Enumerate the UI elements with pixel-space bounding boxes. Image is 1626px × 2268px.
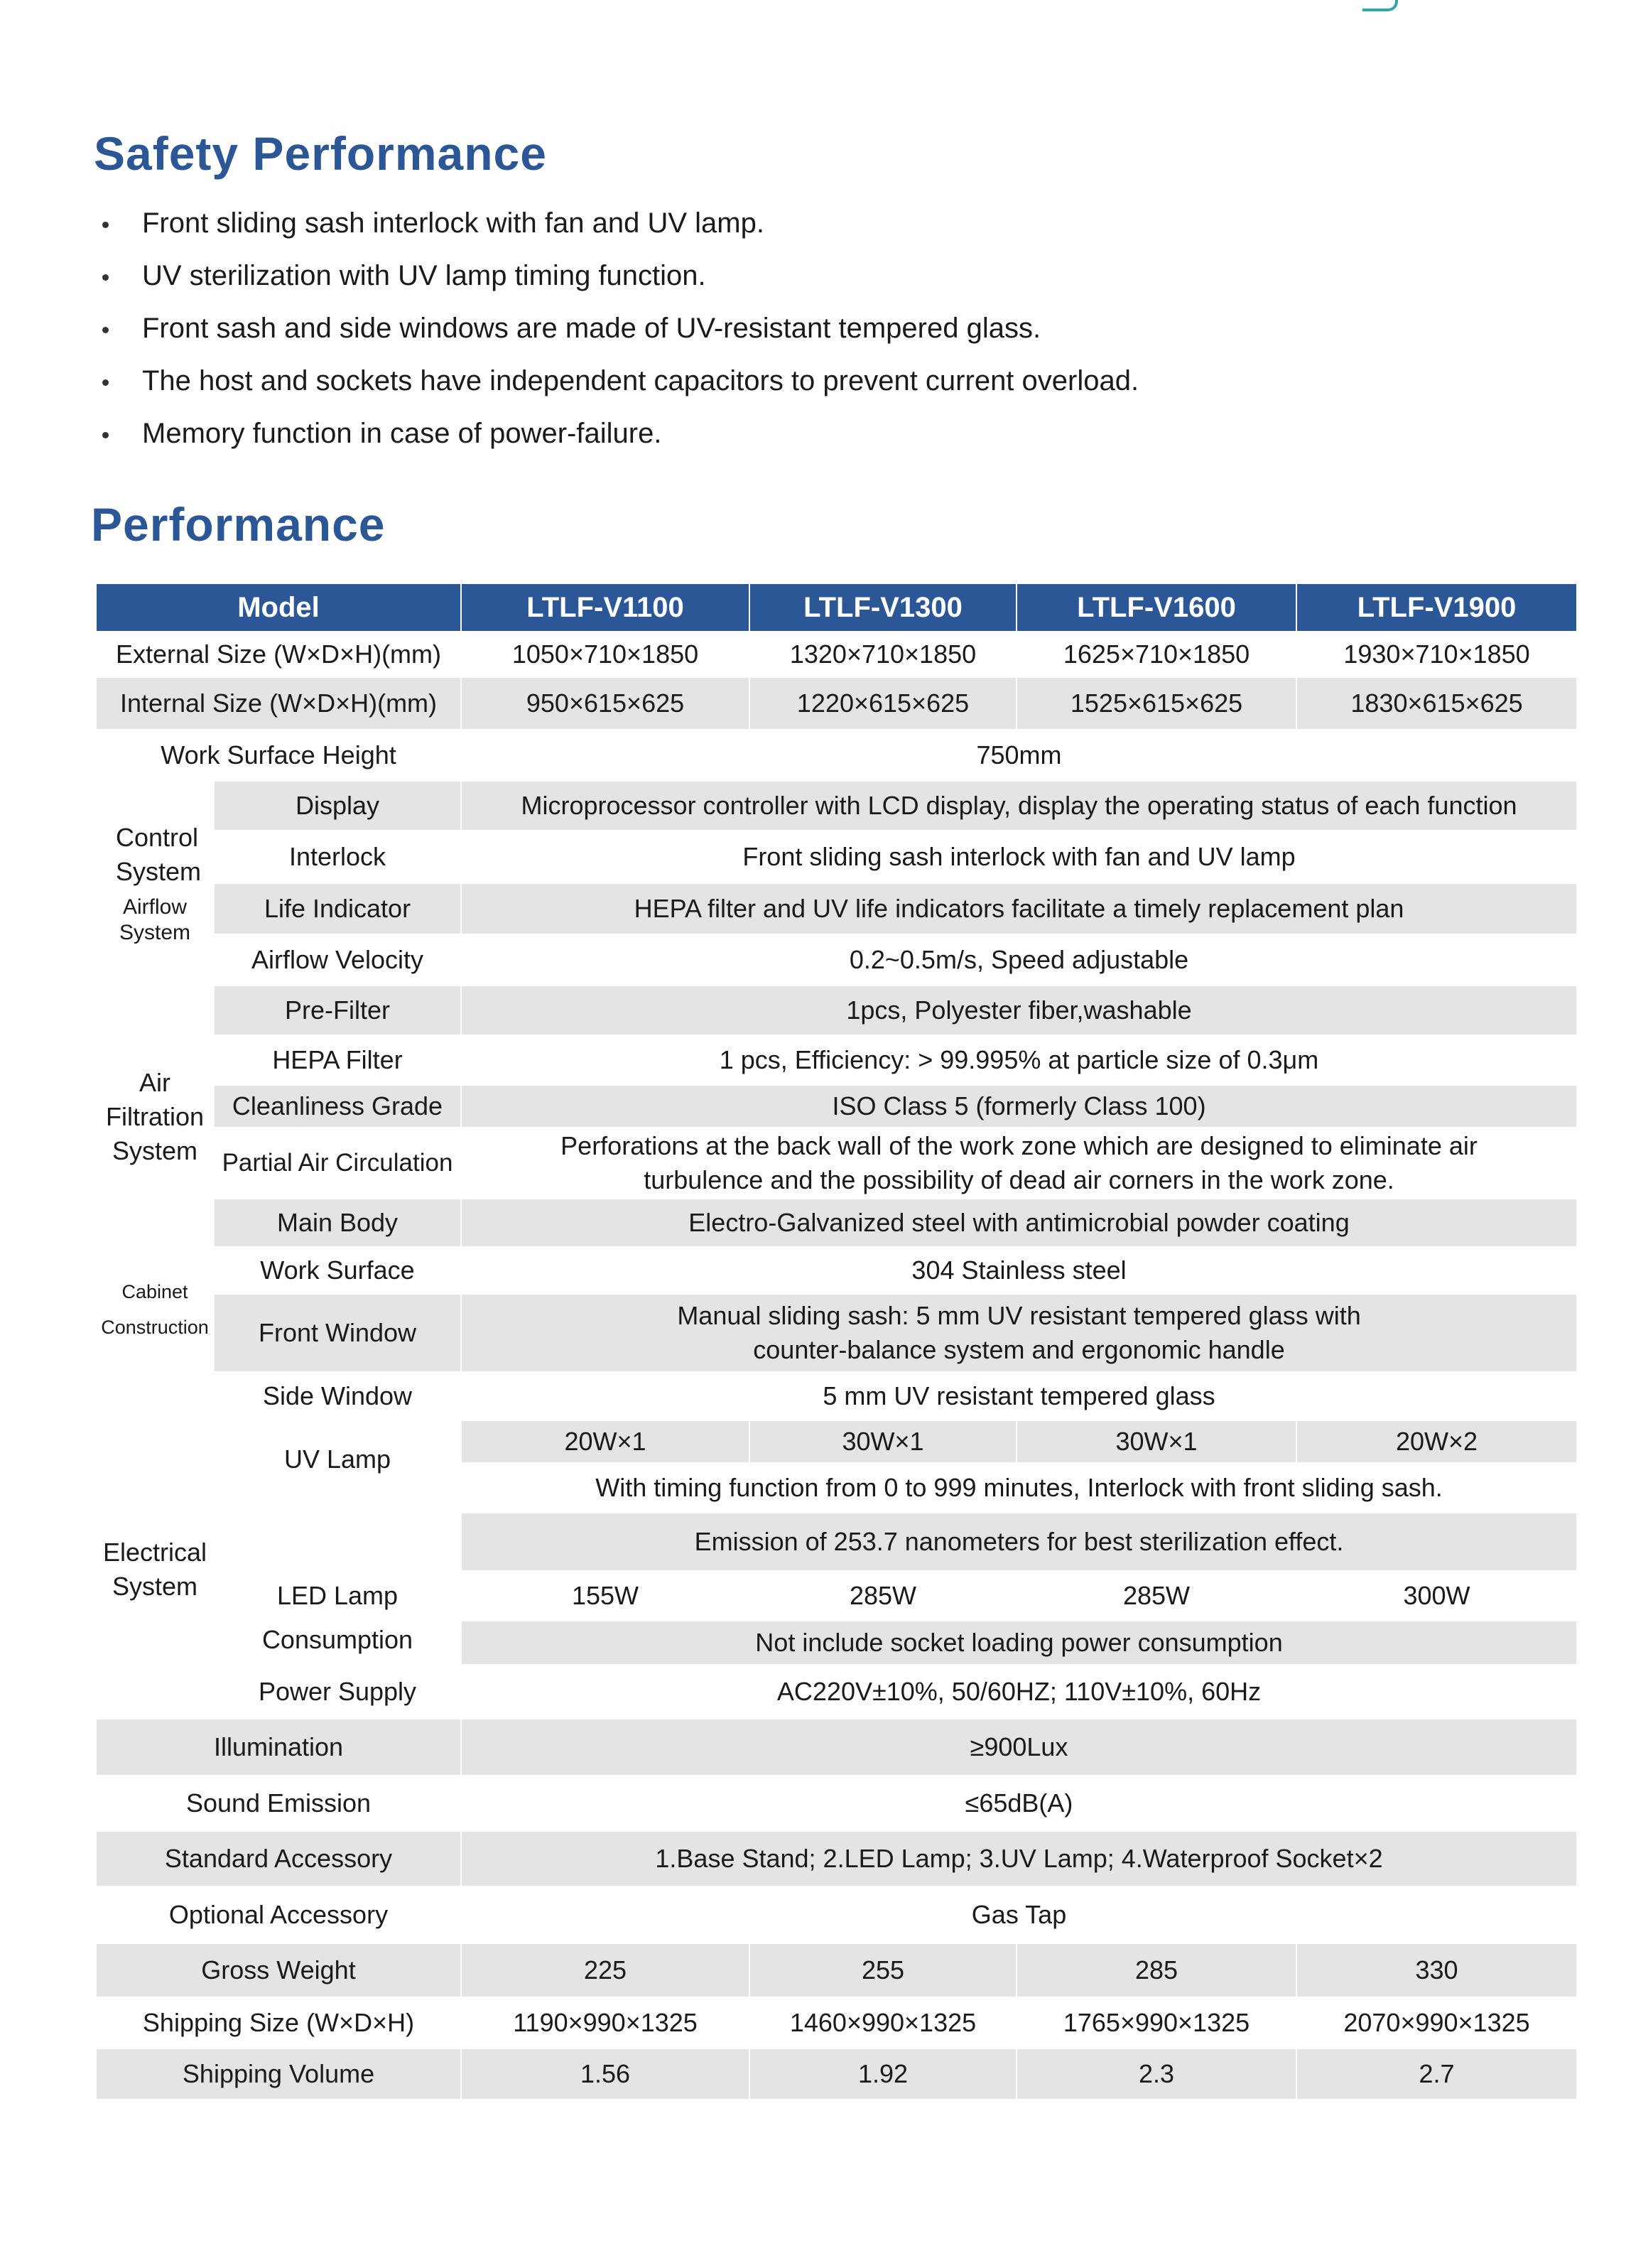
performance-title: Performance	[91, 498, 386, 551]
table-cell: 330	[1296, 1943, 1577, 1997]
table-cell: 20W×2	[1296, 1420, 1577, 1463]
row-label: Interlock	[214, 831, 461, 883]
bullet-icon	[102, 222, 109, 228]
table-cell: 255	[749, 1943, 1017, 1997]
table-cell: 30W×1	[1017, 1420, 1296, 1463]
table-cell: 1220×615×625	[749, 677, 1017, 730]
table-cell: 1.56	[461, 2048, 749, 2100]
table-cell: 1320×710×1850	[749, 632, 1017, 677]
row-label: Optional Accessory	[96, 1886, 461, 1943]
row-label: Standard Accessory	[96, 1831, 461, 1886]
table-row	[96, 1199, 1577, 1247]
model-ltlf-v1600: LTLF-V1600	[1017, 583, 1296, 632]
table-cell: 1525×615×625	[1017, 677, 1296, 730]
table-cell: 285	[1017, 1943, 1296, 1997]
table-cell: 750mm	[461, 730, 1577, 781]
table-row	[96, 1294, 1577, 1372]
control-airflow-group-label: Control System Airflow System	[96, 781, 214, 986]
table-cell: 225	[461, 1943, 749, 1997]
model-ltlf-v1100: LTLF-V1100	[461, 583, 749, 632]
row-label: Life Indicator	[214, 883, 461, 934]
table-cell: 285W	[749, 1571, 1017, 1621]
table-row	[96, 1665, 1577, 1719]
table-cell: ≤65dB(A)	[461, 1776, 1577, 1831]
table-cell: 1.Base Stand; 2.LED Lamp; 3.UV Lamp; 4.Waterproof Socket×2	[461, 1831, 1577, 1886]
table-row	[96, 1247, 1577, 1294]
table-cell: 1930×710×1850	[1296, 632, 1577, 677]
table-row	[96, 632, 1577, 677]
model-ltlf-v1300: LTLF-V1300	[749, 583, 1017, 632]
table-cell: 2.3	[1017, 2048, 1296, 2100]
list-item: UV sterilization with UV lamp timing function.	[99, 254, 1139, 307]
table-row	[96, 1035, 1577, 1085]
table-row	[96, 1776, 1577, 1831]
row-label: Pre-Filter	[214, 986, 461, 1035]
row-label: Sound Emission	[96, 1776, 461, 1831]
row-label: External Size (W×D×H)(mm)	[96, 632, 461, 677]
table-cell: 1460×990×1325	[749, 1997, 1017, 2048]
corner-decoration	[1362, 0, 1398, 11]
row-label: Internal Size (W×D×H)(mm)	[96, 677, 461, 730]
table-cell: 1830×615×625	[1296, 677, 1577, 730]
row-label: Power Supply	[214, 1665, 461, 1719]
table-row	[96, 1420, 1577, 1463]
table-row	[96, 1372, 1577, 1420]
performance-spec-table	[95, 583, 1578, 2100]
electrical-system-group-label: Electrical System	[96, 1420, 214, 1719]
table-row	[96, 1571, 1577, 1621]
table-row	[96, 2048, 1577, 2100]
row-label: Shipping Volume	[96, 2048, 461, 2100]
list-item: The host and sockets have independent capacitors to prevent current overload.	[99, 360, 1139, 412]
table-cell: 20W×1	[461, 1420, 749, 1463]
table-header-row	[96, 583, 1577, 632]
row-label: Display	[214, 781, 461, 831]
bullet-icon	[102, 274, 109, 281]
table-cell: AC220V±10%, 50/60HZ; 110V±10%, 60Hz	[461, 1665, 1577, 1719]
table-row	[96, 1886, 1577, 1943]
table-row	[96, 1831, 1577, 1886]
table-cell: HEPA filter and UV life indicators facilitate a timely replacement plan	[461, 883, 1577, 934]
table-row	[96, 1128, 1577, 1199]
row-label: Partial Air Circulation	[214, 1128, 461, 1199]
table-cell: 1050×710×1850	[461, 632, 749, 677]
list-item: Memory function in case of power-failure.	[99, 412, 1139, 465]
table-cell: 285W	[1017, 1571, 1296, 1621]
row-label: Main Body	[214, 1199, 461, 1247]
table-cell: Emission of 253.7 nanometers for best sterilization effect.	[461, 1513, 1577, 1571]
bullet-icon	[102, 432, 109, 438]
row-label: UV Lamp	[214, 1420, 461, 1571]
cabinet-construction-group-label: Cabinet Construction	[96, 1199, 214, 1420]
air-filtration-group-label: Air Filtration System	[96, 1035, 214, 1199]
table-cell: 300W	[1296, 1571, 1577, 1621]
row-label: Shipping Size (W×D×H)	[96, 1997, 461, 2048]
table-cell: 155W	[461, 1571, 749, 1621]
row-label: Illumination	[96, 1719, 461, 1776]
table-cell: 0.2~0.5m/s, Speed adjustable	[461, 934, 1577, 986]
row-label: Front Window	[214, 1294, 461, 1372]
row-label: Side Window	[214, 1372, 461, 1420]
row-label: Work Surface	[214, 1247, 461, 1294]
table-cell: 1 pcs, Efficiency: > 99.995% at particle size of 0.3μm	[461, 1035, 1577, 1085]
table-row	[96, 730, 1577, 781]
list-item: Front sliding sash interlock with fan and UV lamp.	[99, 202, 1139, 254]
table-cell: 2070×990×1325	[1296, 1997, 1577, 2048]
table-row	[96, 831, 1577, 883]
row-label: LED Lamp Consumption	[214, 1571, 461, 1665]
table-cell: 1pcs, Polyester fiber,washable	[461, 986, 1577, 1035]
table-cell: Electro-Galvanized steel with antimicrobial powder coating	[461, 1199, 1577, 1247]
row-label: HEPA Filter	[214, 1035, 461, 1085]
table-cell: 1.92	[749, 2048, 1017, 2100]
table-row	[96, 677, 1577, 730]
table-row	[96, 1997, 1577, 2048]
table-row	[96, 883, 1577, 934]
table-cell: 1765×990×1325	[1017, 1997, 1296, 2048]
table-cell: 2.7	[1296, 2048, 1577, 2100]
table-row	[96, 1943, 1577, 1997]
table-cell: ISO Class 5 (formerly Class 100)	[461, 1085, 1577, 1128]
bullet-icon	[102, 379, 109, 386]
table-cell: Manual sliding sash: 5 mm UV resistant tempered glass with counter-balance system and ergonomic handle	[461, 1294, 1577, 1372]
table-cell: Gas Tap	[461, 1886, 1577, 1943]
table-cell: With timing function from 0 to 999 minutes, Interlock with front sliding sash.	[461, 1463, 1577, 1513]
safety-feature-list	[99, 202, 1139, 465]
table-row	[96, 934, 1577, 986]
table-cell: 304 Stainless steel	[461, 1247, 1577, 1294]
table-row	[96, 1085, 1577, 1128]
table-row	[96, 781, 1577, 831]
list-item: Front sash and side windows are made of UV-resistant tempered glass.	[99, 307, 1139, 360]
row-label: Airflow Velocity	[214, 934, 461, 986]
model-header: Model	[96, 583, 461, 632]
bullet-icon	[102, 327, 109, 333]
table-row	[96, 1719, 1577, 1776]
row-label: Work Surface Height	[96, 730, 461, 781]
safety-performance-title: Safety Performance	[94, 127, 547, 180]
table-cell: Microprocessor controller with LCD display, display the operating status of each function	[461, 781, 1577, 831]
table-cell: Not include socket loading power consumption	[461, 1621, 1577, 1665]
table-cell: 1190×990×1325	[461, 1997, 749, 2048]
model-ltlf-v1900: LTLF-V1900	[1296, 583, 1577, 632]
table-row	[96, 986, 1577, 1035]
table-cell: Perforations at the back wall of the work zone which are designed to eliminate air turbulence and the possibility of dead air corners in the work zone.	[461, 1128, 1577, 1199]
row-label: Gross Weight	[96, 1943, 461, 1997]
row-label: Cleanliness Grade	[214, 1085, 461, 1128]
table-cell: Front sliding sash interlock with fan and UV lamp	[461, 831, 1577, 883]
table-cell: 30W×1	[749, 1420, 1017, 1463]
table-cell: 5 mm UV resistant tempered glass	[461, 1372, 1577, 1420]
table-cell: 950×615×625	[461, 677, 749, 730]
table-cell: ≥900Lux	[461, 1719, 1577, 1776]
table-cell: 1625×710×1850	[1017, 632, 1296, 677]
